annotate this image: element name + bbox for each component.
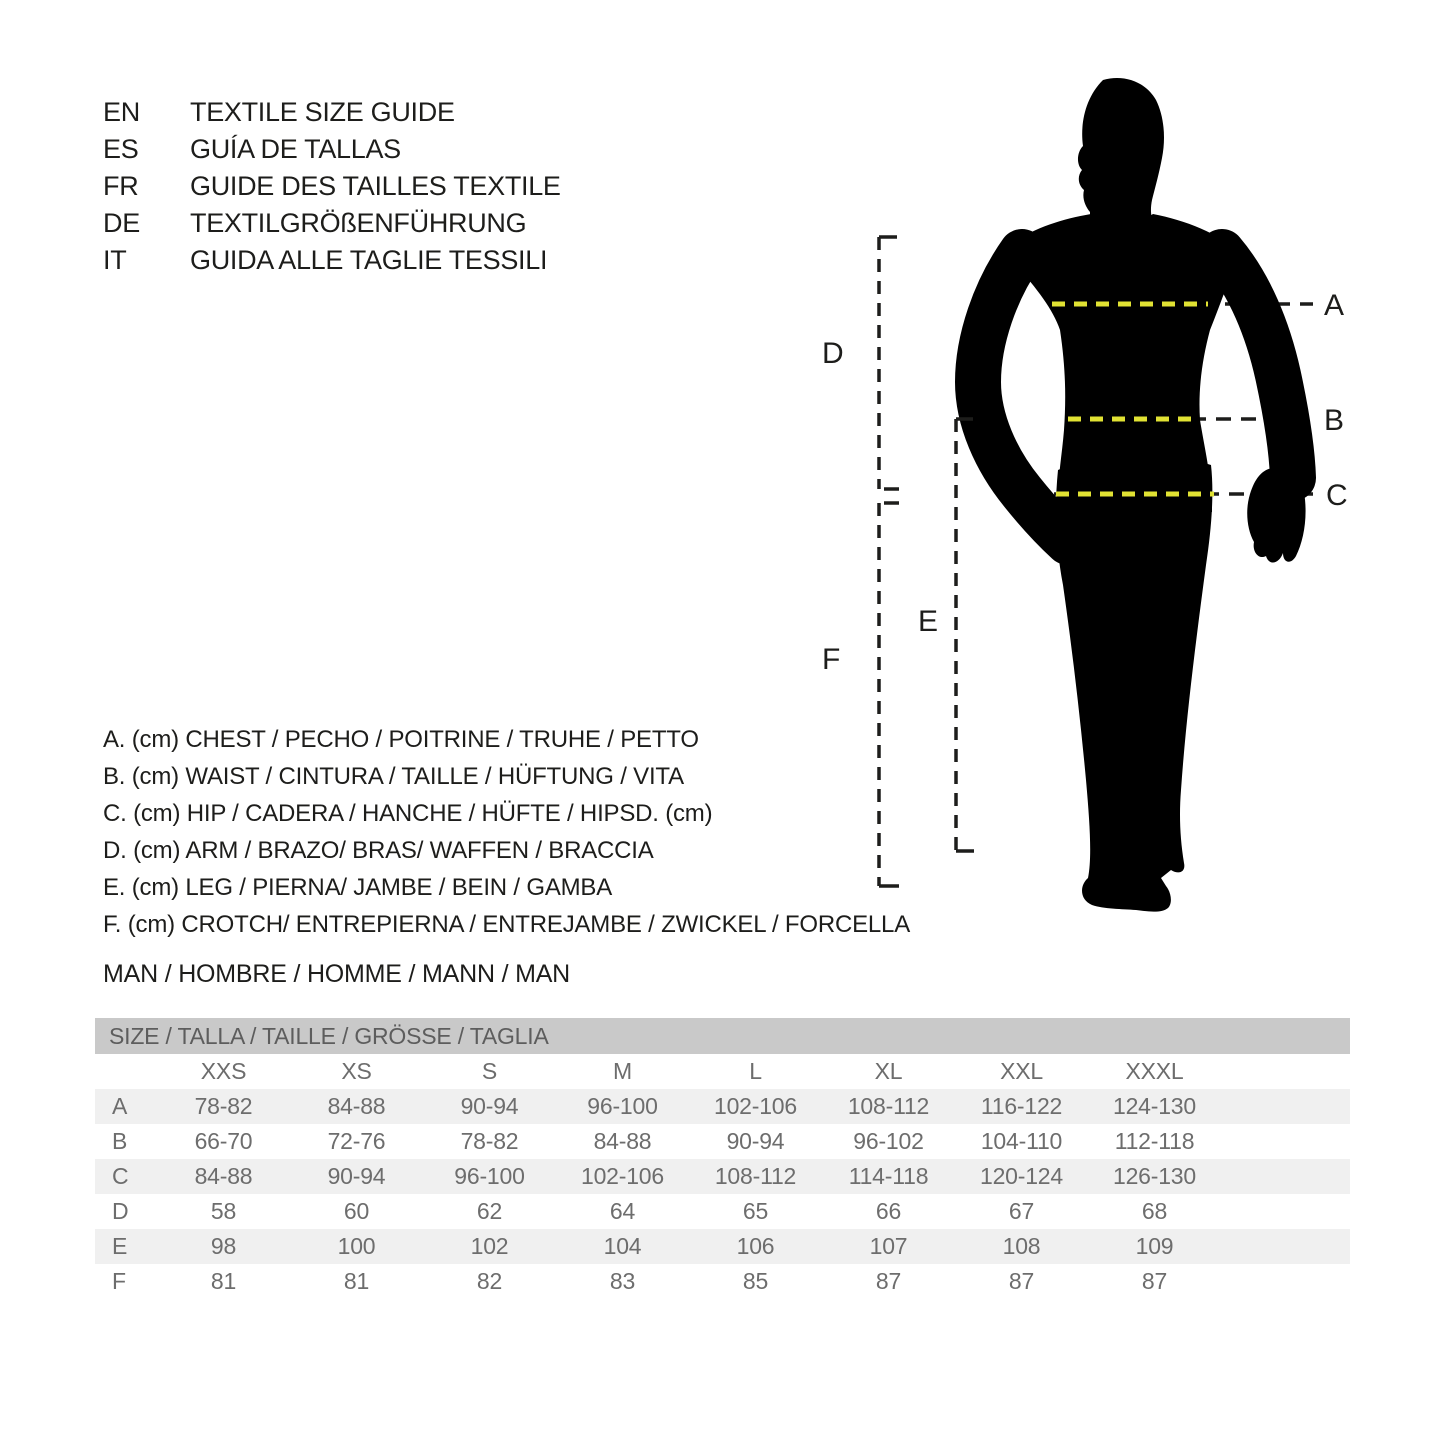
cell: 87 [875,1268,902,1294]
cell: 102-106 [713,1093,797,1119]
cell: 68 [1141,1198,1168,1224]
guide-title-de: TEXTILGRÖßENFÜHRUNG [190,208,527,238]
table-row-D [95,1194,1350,1229]
cell: 96-100 [454,1163,525,1189]
filler-cell [1221,1194,1350,1229]
cell: 84-88 [194,1163,253,1189]
col-header-m: M [613,1058,632,1084]
guide-title-it: GUIDA ALLE TAGLIE TESSILI [190,245,548,275]
label-arm-D: D [822,337,844,370]
language-row-es [103,131,561,168]
label-crotch-F: F [822,643,841,676]
language-code: IT [103,245,127,275]
size-header-corner [95,1054,157,1089]
category-man-line: MAN / HOMBRE / HOMME / MANN / MAN [103,960,571,988]
cell: 102-106 [580,1163,664,1189]
cell: 90-94 [726,1128,785,1154]
legend-item-crotch: F. (cm) CROTCH/ ENTREPIERNA / ENTREJAMBE / ZWICKEL / FORCELLA [103,910,910,938]
cell: 100 [337,1233,376,1259]
col-header-xxxl: XXXL [1125,1058,1184,1084]
cell: 87 [1008,1268,1035,1294]
silhouette-right-hand [1247,466,1305,562]
cell: 98 [210,1233,237,1259]
cell: 90-94 [327,1163,386,1189]
measurement-legend [103,721,910,943]
language-title-list [103,94,561,279]
cell: 83 [609,1268,636,1294]
label-hip-C: C [1326,479,1348,512]
cell: 78-82 [194,1093,253,1119]
guide-title-fr: GUIDE DES TAILLES TEXTILE [190,171,561,201]
silhouette-legs [1056,454,1212,912]
cell: 72-76 [327,1128,386,1154]
cell: 108-112 [714,1163,797,1189]
cell: 108 [1002,1233,1041,1259]
col-header-s: S [481,1058,498,1084]
silhouette-right-arm [1222,252,1293,478]
legend-item-arm: D. (cm) ARM / BRAZO/ BRAS/ WAFFEN / BRACCIA [103,836,654,864]
cell: 66-70 [194,1128,253,1154]
cell: 64 [609,1198,636,1224]
filler-cell [1221,1054,1350,1089]
cell: 102 [470,1233,509,1259]
row-label: C [112,1163,129,1189]
label-chest-A: A [1324,289,1345,322]
col-header-xs: XS [341,1058,372,1084]
row-label: B [112,1128,128,1154]
language-row-fr [103,168,561,205]
cell: 78-82 [460,1128,519,1154]
col-header-xl: XL [874,1058,903,1084]
filler-cell [1221,1264,1350,1299]
cell: 96-100 [587,1093,658,1119]
cell: 84-88 [327,1093,386,1119]
cell: 58 [210,1198,237,1224]
legend-item-leg: E. (cm) LEG / PIERNA/ JAMBE / BEIN / GAMBA [103,873,613,901]
cell: 104-110 [980,1128,1063,1154]
legend-item-waist: B. (cm) WAIST / CINTURA / TAILLE / HÜFTUNG / VITA [103,762,684,790]
cell: 67 [1008,1198,1035,1224]
size-table [95,1054,1350,1299]
col-header-xxs: XXS [200,1058,247,1084]
cell: 62 [476,1198,503,1224]
table-row-A [95,1089,1350,1124]
cell: 114-118 [848,1163,929,1189]
cell: 81 [343,1268,370,1294]
language-code: EN [103,97,140,127]
language-row-it [103,242,561,279]
language-code: ES [103,134,139,164]
language-code: FR [103,171,139,201]
filler-cell [1221,1229,1350,1264]
guide-title-en: TEXTILE SIZE GUIDE [190,97,455,127]
cell: 107 [869,1233,908,1259]
cell: 81 [210,1268,237,1294]
cell: 87 [1141,1268,1168,1294]
cell: 60 [343,1198,370,1224]
cell: 109 [1135,1233,1174,1259]
legend-item-chest: A. (cm) CHEST / PECHO / POITRINE / TRUHE / PETTO [103,725,699,753]
table-row-C [95,1159,1350,1194]
row-label: E [112,1233,128,1259]
cell: 85 [742,1268,769,1294]
guide-title-es: GUÍA DE TALLAS [190,134,401,164]
size-header-row [95,1054,1350,1089]
label-waist-B: B [1324,404,1345,437]
size-table-title-bar: SIZE / TALLA / TAILLE / GRÖSSE / TAGLIA [95,1018,1350,1054]
cell: 96-102 [853,1128,924,1154]
man-silhouette [978,78,1306,912]
cell: 126-130 [1112,1163,1196,1189]
silhouette-head [1078,78,1164,237]
filler-cell [1221,1089,1350,1124]
cell: 65 [742,1198,769,1224]
cell: 108-112 [847,1093,930,1119]
language-code: DE [103,208,140,238]
legend-item-hip: C. (cm) HIP / CADERA / HANCHE / HÜFTE / HIPSD. (cm) [103,799,713,827]
col-header-l: L [749,1058,762,1084]
cell: 112-118 [1114,1128,1195,1154]
cell: 106 [736,1233,775,1259]
language-row-de [103,205,561,242]
table-row-E [95,1229,1350,1264]
cell: 124-130 [1112,1093,1196,1119]
filler-cell [1221,1124,1350,1159]
label-leg-E: E [918,605,939,638]
col-header-xxl: XXL [1000,1058,1043,1084]
filler-cell [1221,1159,1350,1194]
cell: 116-122 [980,1093,1063,1119]
cell: 90-94 [460,1093,519,1119]
cell: 66 [875,1198,902,1224]
cell: 84-88 [593,1128,652,1154]
language-row-en [103,94,561,131]
row-label: A [112,1093,128,1119]
table-row-B [95,1124,1350,1159]
row-label: D [112,1198,129,1224]
size-table-section [95,1018,1350,1299]
table-row-F [95,1264,1350,1299]
cell: 104 [603,1233,642,1259]
cell: 120-124 [979,1163,1063,1189]
cell: 82 [476,1268,503,1294]
row-label: F [112,1268,126,1294]
